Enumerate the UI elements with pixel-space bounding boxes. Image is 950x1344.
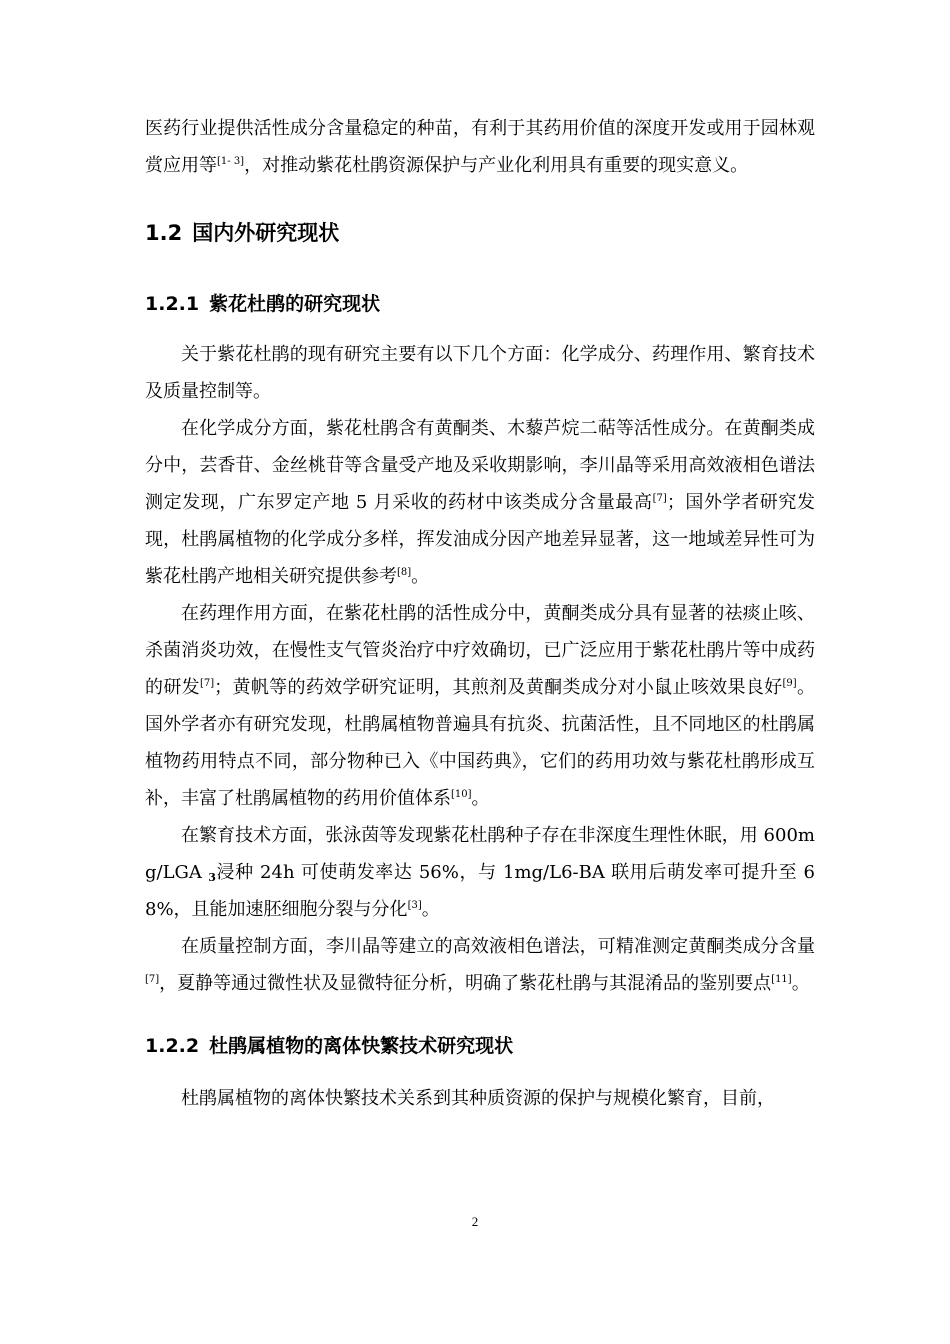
subsection-title: 紫花杜鹃的研究现状 [209,293,381,315]
citation-ref: [7] [652,493,667,504]
paragraph-quality-control [145,928,815,1002]
text-run: ；国外学者研究发现，杜鹃属植物的化学成分多样，挥发油成分因产地差异显著，这一地域差异性可为紫花杜鹃产地相关研究提供参考 [145,492,815,587]
subscript: 3 [208,871,216,884]
intro-text-2: ，对推动紫花杜鹃资源保护与产业化利用具有重要的现实意义。 [244,155,749,176]
paragraph-chemistry [145,410,815,595]
section-number: 1.2 [145,221,183,245]
text-run: ，夏静等通过微性状及显微特征分析，明确了紫花杜鹃与其混淆品的鉴别要点 [159,973,772,994]
citation-ref: [10] [451,789,472,800]
citation-ref: [1- 3] [217,156,245,167]
subsection-title: 杜鹃属植物的离体快繁技术研究现状 [209,1035,514,1057]
text-run: 。 [471,788,490,809]
citation-ref: [9] [782,678,797,689]
citation-ref: [8] [397,567,412,578]
text-run: 在化学成分方面，紫花杜鹃含有黄酮类、木藜芦烷二萜等活性成分。在黄酮类成分中，芸香苷、金丝桃苷等含量受产地及采收期影响，李川晶等采用高效液相色谱法测定发现，广东罗定产地 5 月采收的药材中该类成分含量最高 [145,418,815,513]
paragraph-micropropagation: 杜鹃属植物的离体快繁技术关系到其种质资源的保护与规模化繁育，目前， [181,1088,775,1109]
section-heading-1-2-1 [145,290,815,318]
citation-ref: [11] [771,974,792,985]
paragraph-overview: 关于紫花杜鹃的现有研究主要有以下几个方面：化学成分、药理作用、繁育技术及质量控制等。 [145,344,815,402]
text-run: 。 [791,973,810,994]
text-run: 在药理作用方面，在紫花杜鹃的活性成分中，黄酮类成分具有显著的祛痰止咳、杀菌消炎功效，在慢性支气管炎治疗中疗效确切，已广泛应用于紫花杜鹃片等中成药的研发 [145,603,815,698]
text-run: 在繁育技术方面，张泳茵等发现紫花杜鹃种子存在非深度生理性休眠，用 600mg/LGA [145,825,815,883]
page-content [145,110,815,1117]
citation-ref: [7] [145,974,160,985]
page-number: 2 [471,1214,479,1229]
citation-ref: [3] [407,900,422,911]
paragraph-propagation [145,817,815,928]
text-run: 在质量控制方面，李川晶等建立的高效液相色谱法，可精准测定黄酮类成分含量 [181,936,815,957]
citation-ref: [7] [200,678,215,689]
subsection-number: 1.2.2 [145,1035,200,1057]
section-heading-1-2 [145,218,815,248]
text-run: ；黄帆等的药效学研究证明，其煎剂及黄酮类成分对小鼠止咳效果良好 [214,677,783,698]
subsection-number: 1.2.1 [145,293,200,315]
text-run: 。 [411,566,430,587]
section-title: 国内外研究现状 [192,221,340,245]
section-heading-1-2-2 [145,1032,815,1060]
text-run: 。 [421,899,440,920]
text-run: 浸种 24h 可使萌发率达 56%，与 1mg/L6-BA 联用后萌发率可提升至 68%，且能加速胚细胞分裂与分化 [145,862,815,920]
intro-text-1: 医药行业提供活性成分含量稳定的种苗，有利于其药用价值的深度开发或用于园林观赏应用等 [145,118,815,176]
paragraph-pharmacology [145,595,815,817]
intro-paragraph [145,110,815,184]
text-run: 。国外学者亦有研究发现，杜鹃属植物普遍具有抗炎、抗菌活性，且不同地区的杜鹃属植物药用特点不同，部分物种已入《中国药典》，它们的药用功效与紫花杜鹃形成互补，丰富了杜鹃属植物的药用价值体系 [145,677,816,809]
